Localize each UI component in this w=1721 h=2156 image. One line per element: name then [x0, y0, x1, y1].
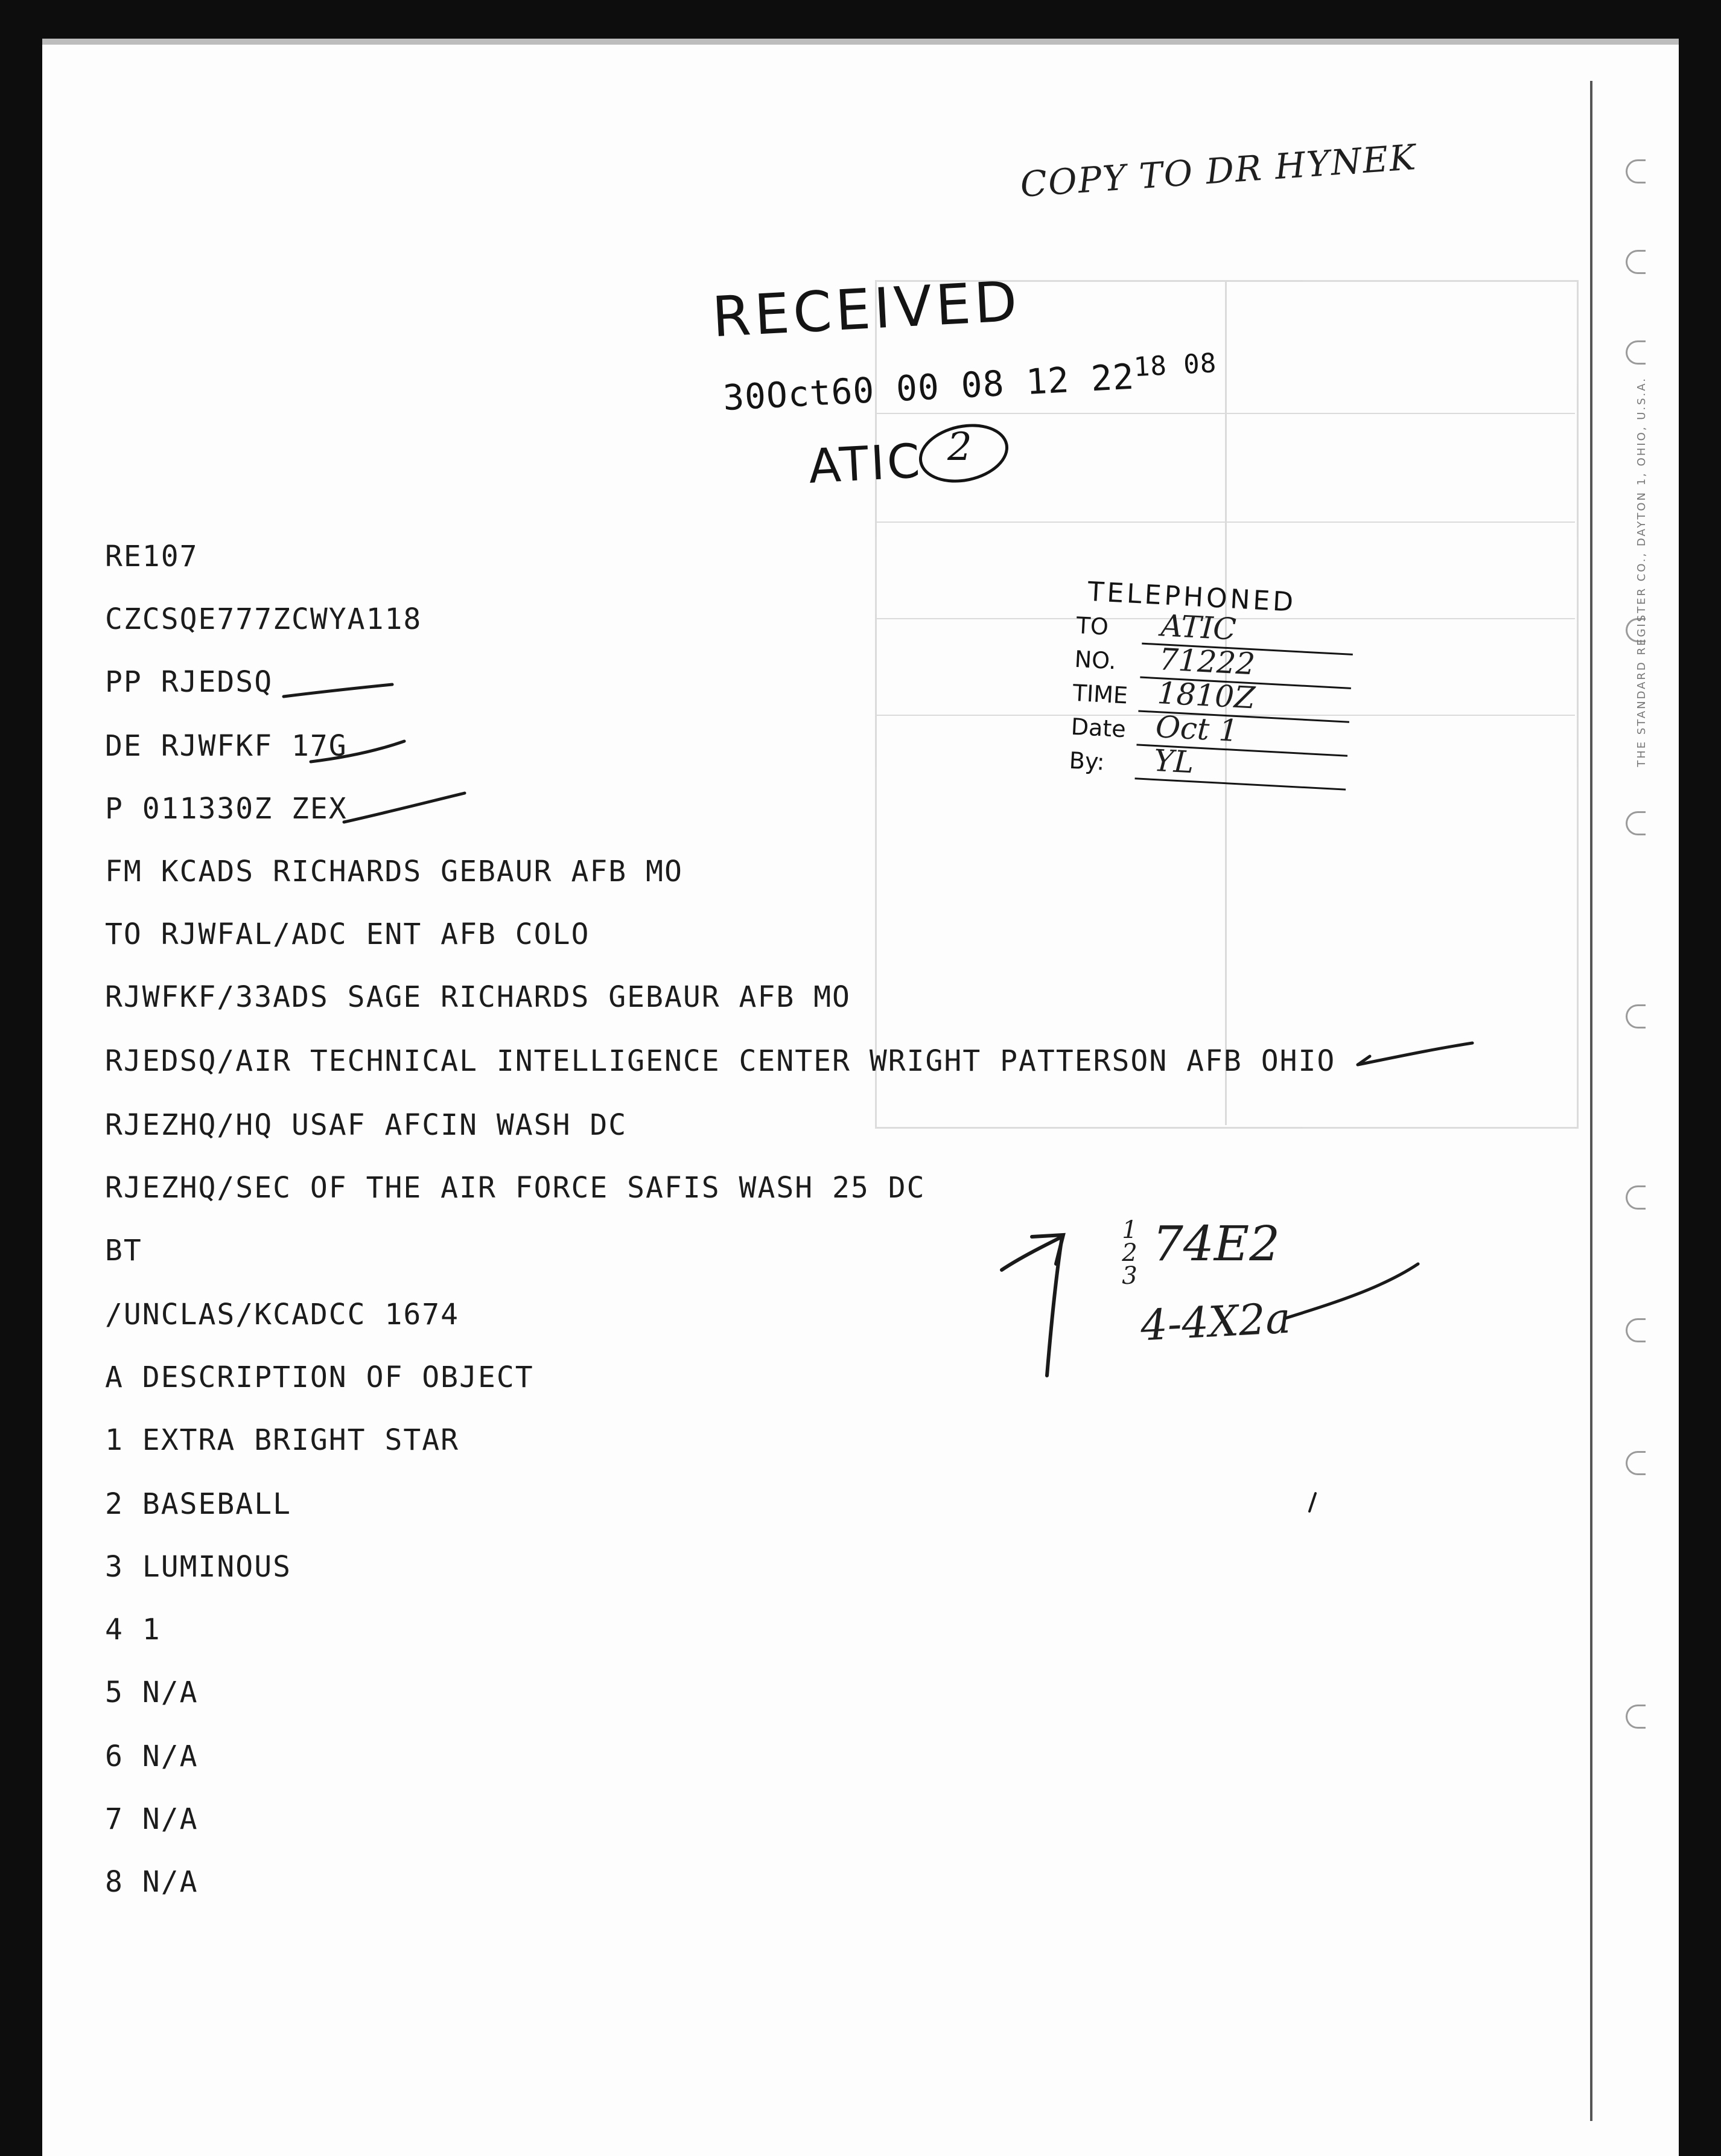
scan-border-left	[0, 0, 42, 2156]
document-page	[42, 39, 1679, 2156]
message-line: 2 BASEBALL	[105, 1487, 291, 1521]
message-line: 6 N/A	[105, 1740, 199, 1773]
message-line: /UNCLAS/KCADCC 1674	[105, 1298, 460, 1332]
routing-code: 74E2	[1153, 1216, 1280, 1272]
telephoned-value: ATIC	[1160, 608, 1237, 647]
message-line: RE107	[105, 540, 199, 573]
message-line: DE RJWFKF 17G	[105, 729, 348, 763]
message-line: RJEDSQ/AIR TECHNICAL INTELLIGENCE CENTER WRIGHT PATTERSON AFB OHIO	[105, 1044, 1336, 1078]
arrow-icon	[1002, 1237, 1062, 1270]
telephoned-label: TIME	[1072, 679, 1129, 709]
check-tick	[1358, 1043, 1472, 1065]
telephoned-value: 71222	[1158, 642, 1256, 682]
margin-print: THE STANDARD REGISTER CO., DAYTON 1, OHIO, U.S.A.	[1635, 377, 1648, 767]
message-line: 5 N/A	[105, 1676, 199, 1709]
message-line: BT	[105, 1234, 142, 1268]
routing-fraction: 1 2 3	[1122, 1216, 1137, 1290]
check-tick	[284, 684, 392, 697]
telephoned-label: By:	[1068, 747, 1105, 776]
telephoned-label: Date	[1070, 713, 1127, 743]
message-line: FM KCADS RICHARDS GEBAUR AFB MO	[105, 855, 683, 888]
message-line: 1 EXTRA BRIGHT STAR	[105, 1423, 460, 1457]
telephoned-value: 1810Z	[1156, 675, 1256, 716]
telephoned-value: YL	[1153, 742, 1195, 780]
message-line: RJEZHQ/HQ USAF AFCIN WASH DC	[105, 1108, 628, 1142]
message-line: A DESCRIPTION OF OBJECT	[105, 1360, 534, 1394]
message-line: 7 N/A	[105, 1802, 199, 1836]
received-stamp-title: RECEIVED	[710, 269, 1022, 350]
circled-mark: 2	[947, 425, 972, 470]
routing-code-secondary: 4-4X2a	[1139, 1293, 1292, 1351]
telephoned-label: NO.	[1074, 645, 1117, 675]
message-line: CZCSQE777ZCWYA118	[105, 602, 422, 636]
message-line: P 011330Z ZEX	[105, 792, 348, 826]
handwritten-copy-note: COPY TO DR HYNEK	[1019, 136, 1418, 205]
scan-border-top	[0, 0, 1721, 39]
telephoned-label: TO	[1075, 611, 1109, 640]
message-line: TO RJWFAL/ADC ENT AFB COLO	[105, 917, 590, 951]
telephoned-heading: TELEPHONED	[1087, 576, 1297, 618]
handwritten-marks	[42, 39, 1679, 2156]
check-tick	[311, 741, 404, 762]
received-stamp-office: ATIC	[807, 434, 924, 494]
received-time-suffix: 18 08	[1133, 348, 1218, 383]
arrow-icon	[1047, 1237, 1062, 1376]
message-line: 4 1	[105, 1613, 161, 1647]
scan-border-right	[1679, 0, 1721, 2156]
check-tick	[344, 793, 465, 822]
message-line: RJWFKF/33ADS SAGE RICHARDS GEBAUR AFB MO	[105, 980, 851, 1014]
routing-underline	[1285, 1264, 1418, 1318]
message-line: RJEZHQ/SEC OF THE AIR FORCE SAFIS WASH 25 DC	[105, 1171, 926, 1205]
pen-mark	[1309, 1493, 1315, 1511]
message-line: PP RJEDSQ	[105, 665, 273, 699]
message-line: 8 N/A	[105, 1865, 199, 1899]
telephoned-value: Oct 1	[1154, 709, 1239, 749]
received-date-line: 30Oct60 00 08 12 22	[722, 356, 1136, 419]
message-line: 3 LUMINOUS	[105, 1550, 291, 1584]
